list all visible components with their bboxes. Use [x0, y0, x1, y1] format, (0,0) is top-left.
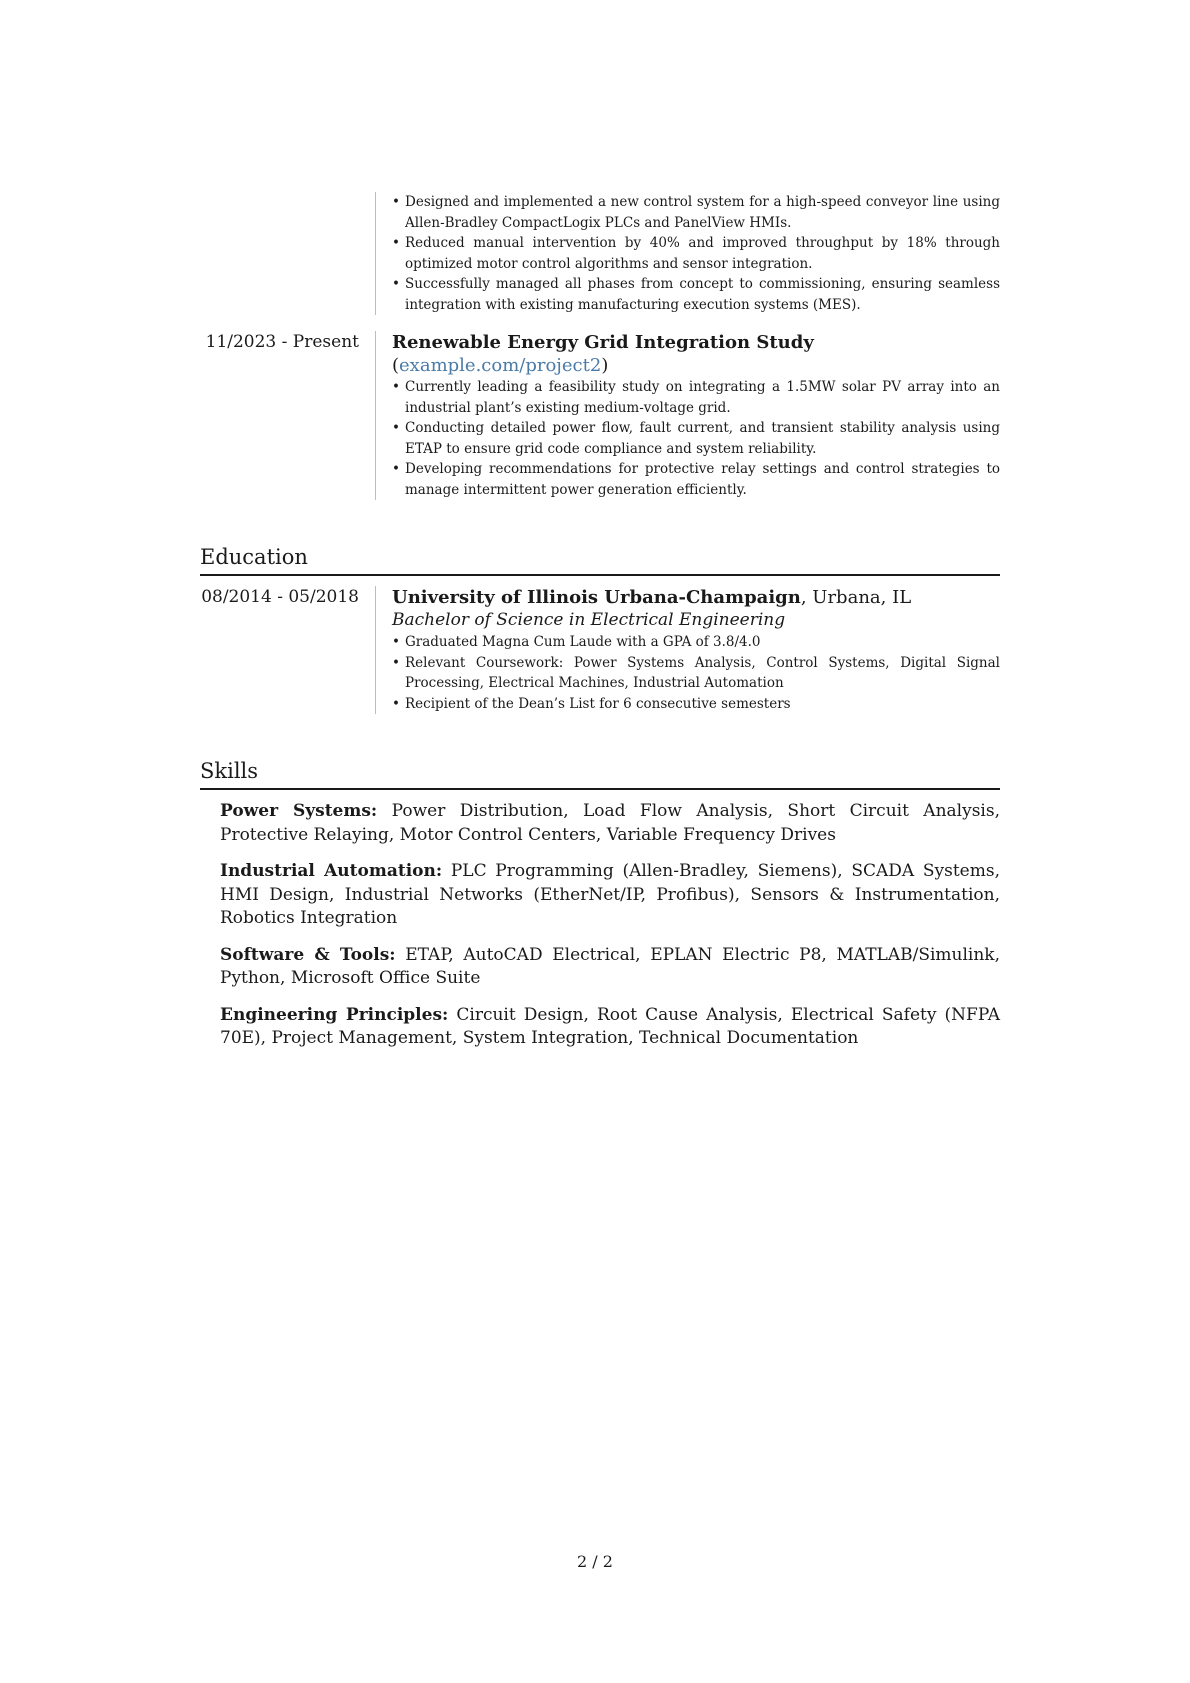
- degree-name: Bachelor of Science in Electrical Engineering: [392, 610, 786, 630]
- project-title-line: Renewable Energy Grid Integration Study (example.com/project2): [392, 332, 814, 376]
- bullet-item: • Conducting detailed power flow, fault current, and transient stability analysis using ETAP to ensure grid code compliance and system reliability.: [392, 418, 1000, 459]
- project-body: [375, 331, 1000, 500]
- page-number: 2 / 2: [577, 1552, 613, 1571]
- skill-label: Software & Tools:: [220, 944, 396, 965]
- education-title-line: [392, 586, 1000, 609]
- skills-section: [200, 758, 1000, 1051]
- bullet-item: • Reduced manual intervention by 40% and improved throughput by 18% through optimized motor control algorithms and sensor integration.: [392, 233, 1000, 274]
- education-entry: [200, 586, 1000, 714]
- skill-text: ETAP, AutoCAD Electrical, EPLAN Electric P8, MATLAB/Simulink, Python, Microsoft Office Suite: [220, 944, 1001, 988]
- education-bullets: [392, 632, 1000, 714]
- school-location: , Urbana, IL: [800, 587, 912, 608]
- bullet-item: • Successfully managed all phases from concept to commissioning, ensuring seamless integration with existing manufacturing execution systems (MES).: [392, 274, 1000, 315]
- project-bullets: [392, 377, 1000, 500]
- project-date: [200, 192, 375, 315]
- education-date: 08/2014 - 05/2018: [201, 587, 359, 607]
- skill-group: [220, 800, 1000, 847]
- skill-text: Power Distribution, Load Flow Analysis, Short Circuit Analysis, Protective Relaying, Motor Control Centers, Variable Frequency Drives: [220, 801, 1001, 845]
- section-heading-skills: Skills: [200, 758, 1000, 790]
- bullet-item: • Currently leading a feasibility study on integrating a 1.5MW solar PV array into an industrial plant’s existing medium-voltage grid.: [392, 377, 1000, 418]
- skill-group: [220, 1004, 1000, 1051]
- skill-group: [220, 944, 1000, 991]
- project-entry-2: [200, 331, 1000, 500]
- skill-label: Engineering Principles:: [220, 1004, 449, 1025]
- skill-text: Circuit Design, Root Cause Analysis, Electrical Safety (NFPA 70E), Project Management, System Integration, Technical Documentation: [220, 1004, 1000, 1048]
- project-entry-1: [200, 192, 1000, 315]
- education-section: [200, 544, 1000, 714]
- bullet-item: • Designed and implemented a new control system for a high-speed conveyor line using Allen-Bradley CompactLogix PLCs and PanelView HMIs.: [392, 192, 1000, 233]
- bullet-item: • Relevant Coursework: Power Systems Analysis, Control Systems, Digital Signal Processing, Electrical Machines, Industrial Automation: [392, 653, 1000, 694]
- section-heading-education: Education: [200, 544, 1000, 576]
- skills-list: [200, 800, 1000, 1051]
- project-body: [375, 192, 1000, 315]
- project-link[interactable]: example.com/project2: [399, 355, 602, 376]
- skill-label: Industrial Automation:: [220, 861, 443, 881]
- project-bullets: [392, 192, 1000, 315]
- bullet-item: • Recipient of the Dean’s List for 6 consecutive semesters: [392, 694, 1000, 715]
- bullet-item: • Developing recommendations for protective relay settings and control strategies to manage intermittent power generation efficiently.: [392, 459, 1000, 500]
- education-body: [375, 586, 1000, 714]
- school-name: University of Illinois Urbana-Champaign: [392, 587, 801, 608]
- resume-page: [200, 192, 1000, 1051]
- bullet-item: • Graduated Magna Cum Laude with a GPA of 3.8/4.0: [392, 632, 1000, 653]
- project-date: 11/2023 - Present: [205, 332, 359, 352]
- skill-text: PLC Programming (Allen-Bradley, Siemens), SCADA Systems, HMI Design, Industrial Networks (EtherNet/IP, Profibus), Sensors & Instrumentation, Robotics Integration: [220, 861, 1000, 928]
- skill-group: [220, 860, 1000, 931]
- skill-label: Power Systems:: [220, 801, 378, 821]
- project-title: Renewable Energy Grid Integration Study: [392, 332, 814, 353]
